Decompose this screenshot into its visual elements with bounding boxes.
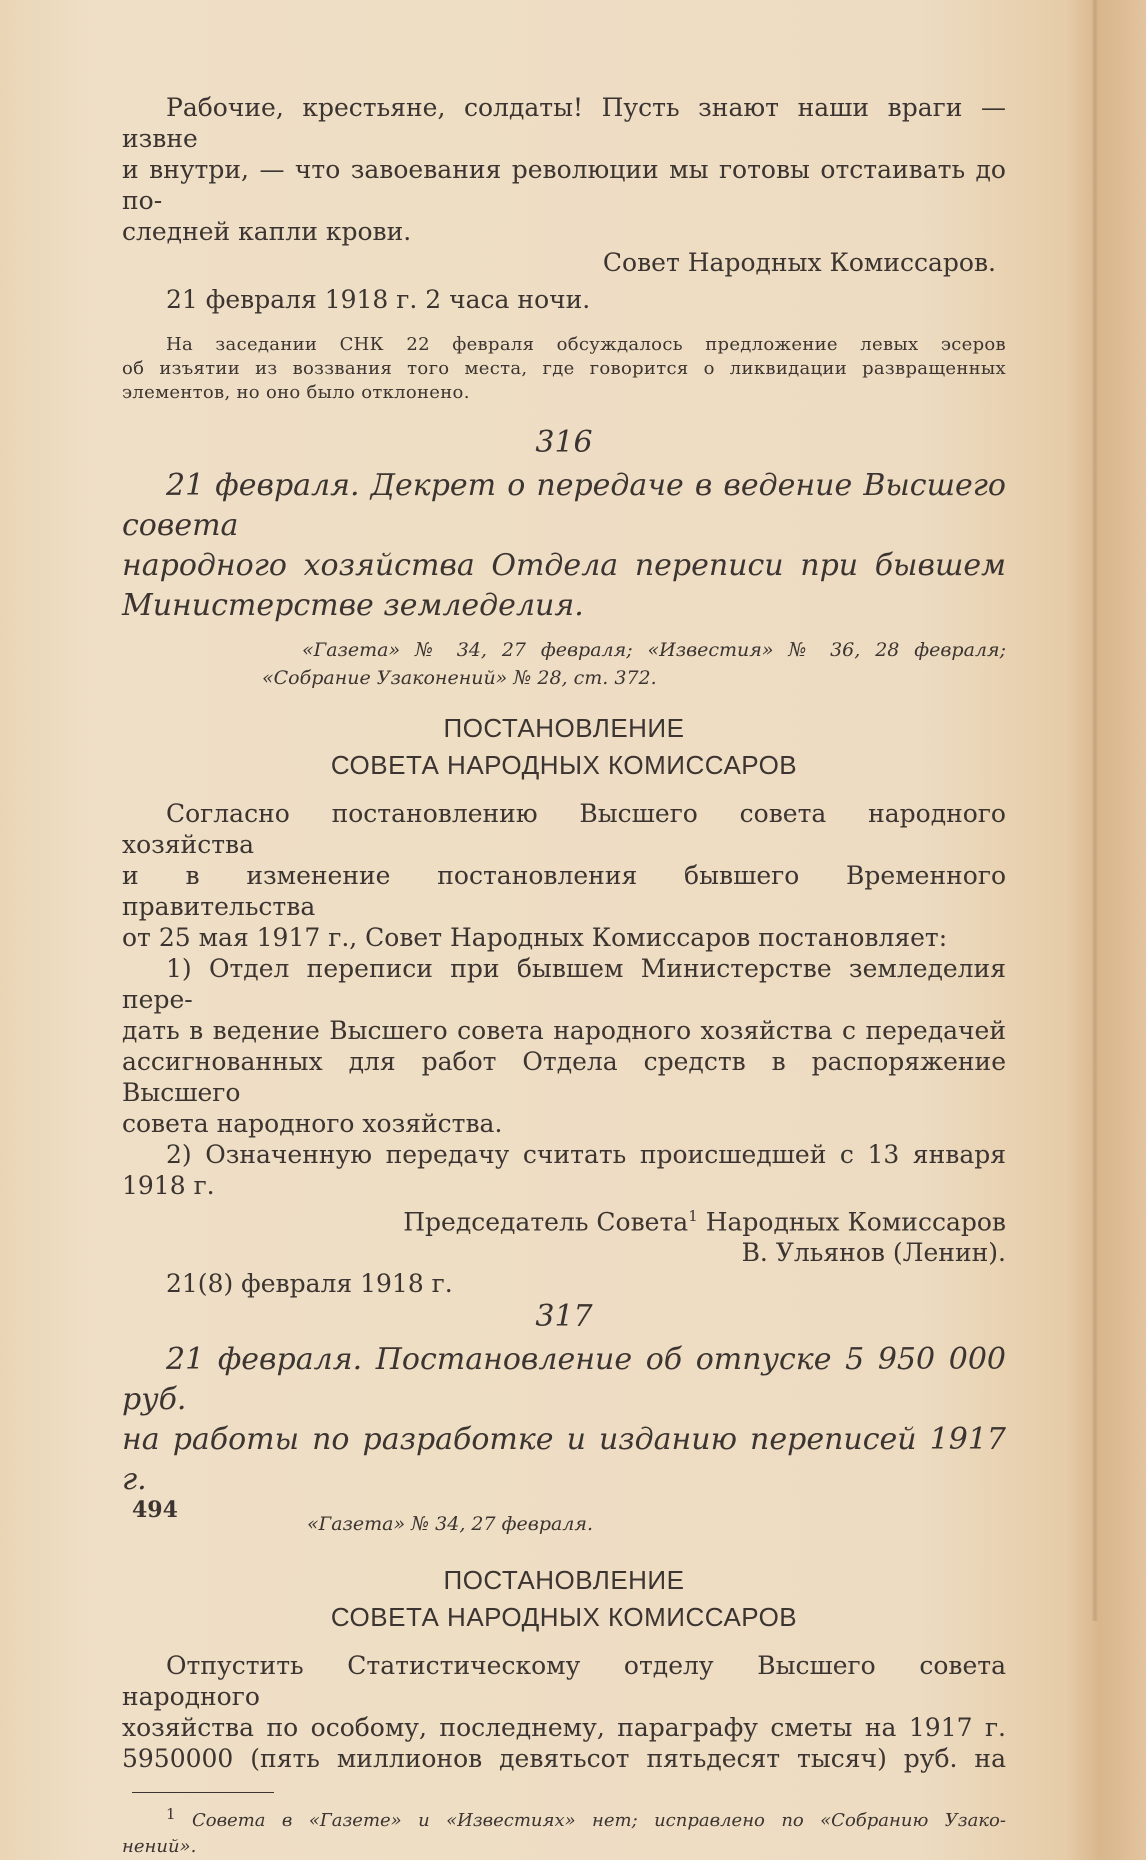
heading-line: 21 февраля. Постановление об отпуске 5 950 000 руб.: [122, 1342, 1006, 1418]
heading-line: 21 февраля. Декрет о передаче в ведение Высшего совета: [122, 468, 1006, 543]
body-line: хозяйства по особому, последнему, параграфу сметы на 1917 г.: [122, 1713, 1006, 1743]
document-number: 317: [535, 1299, 593, 1335]
resolution-body: [122, 798, 1006, 1201]
resolution-title: [122, 1562, 1006, 1636]
signer-block: [122, 1201, 1006, 1268]
source-reference: [262, 636, 1006, 692]
page-number: 494: [132, 1497, 178, 1523]
body-line: от 25 мая 1917 г., Совет Народных Комиссаров постановляет:: [122, 923, 948, 952]
editorial-note: [122, 333, 1006, 405]
body-line: Отпустить Статистическому отделу Высшего совета народного: [122, 1651, 1006, 1712]
body-line: 2) Означенную передачу считать происшедшей с 13 января: [166, 1140, 1006, 1169]
heading-line: народного хозяйства Отдела переписи при бывшем: [122, 548, 1006, 583]
body-line: 1918 г.: [122, 1171, 215, 1200]
signature: Совет Народных Комиссаров.: [602, 248, 996, 277]
source-reference: «Газета» № 34, 27 февраля.: [307, 1513, 594, 1536]
body-line: ассигнованных для работ Отдела средств в распоряжение Высшего: [122, 1047, 1006, 1107]
book-page: [122, 92, 1006, 1860]
source-line: «Собрание Узаконений» № 28, ст. 372.: [262, 667, 657, 689]
note-line: элементов, но оно было отклонено.: [122, 382, 470, 403]
body-line: Согласно постановлению Высшего совета народного хозяйства: [122, 799, 1006, 859]
resolution-title: [122, 710, 1006, 784]
date-line: 21(8) февраля 1918 г.: [166, 1269, 453, 1299]
date-line: 21 февраля 1918 г. 2 часа ночи.: [166, 285, 591, 314]
appeal-ending: [122, 92, 1006, 315]
page-fold-edge: [1092, 0, 1098, 1621]
footnote-line: $^1$ Совета в «Газете» и «Известиях» нет; исправлено по «Собранию Узако-: [166, 1805, 1006, 1832]
heading-line: на работы по разработке и изданию переписей 1917 г.: [122, 1422, 1006, 1498]
source-line: «Газета» № 34, 27 февраля; «Известия» № 36, 28 февраля;: [302, 639, 1006, 661]
text-line: следней капли крови.: [122, 217, 412, 246]
signer-name: В. Ульянов (Ленин).: [741, 1238, 1006, 1268]
footnote: [122, 1801, 1006, 1860]
body-line: совета народного хозяйства.: [122, 1109, 503, 1138]
note-line: об изъятии из воззвания того места, где говорится о ликвидации развращенных: [122, 358, 1006, 379]
body-line: и в изменение постановления бывшего Временного правительства: [122, 861, 1006, 921]
note-line: На заседании СНК 22 февраля обсуждалось предложение левых эсеров: [166, 334, 1006, 355]
body-line: дать в ведение Высшего совета народного хозяйства с передачей: [122, 1016, 1006, 1045]
signer-title: Председатель Совета$^1$ Народных Комиссаров: [403, 1207, 1006, 1237]
body-line: 1) Отдел переписи при бывшем Министерстве земледелия пере-: [122, 954, 1006, 1014]
text-line: Рабочие, крестьяне, солдаты! Пусть знают наши враги — извне: [122, 93, 1006, 153]
footnote-ref: 1: [688, 1207, 698, 1225]
document-heading: [122, 466, 1006, 626]
heading-line: Министерстве земледелия.: [122, 588, 584, 623]
footnote-line: нений».: [122, 1836, 197, 1858]
document-number: 316: [535, 425, 593, 460]
footnote-divider: [132, 1792, 274, 1793]
title-line: ПОСТАНОВЛЕНИЕ: [443, 713, 685, 743]
document-heading: [122, 1340, 1006, 1500]
text-line: и внутри, — что завоевания революции мы готовы отстаивать до по-: [122, 155, 1006, 215]
title-line: СОВЕТА НАРОДНЫХ КОМИССАРОВ: [330, 750, 798, 780]
title-line: СОВЕТА НАРОДНЫХ КОМИССАРОВ: [330, 1602, 798, 1633]
resolution-body: [122, 1650, 1006, 1774]
title-line: ПОСТАНОВЛЕНИЕ: [443, 1565, 685, 1596]
body-line: 5950000 (пять миллионов девятьсот пятьдесят тысяч) руб. на: [122, 1744, 1006, 1774]
